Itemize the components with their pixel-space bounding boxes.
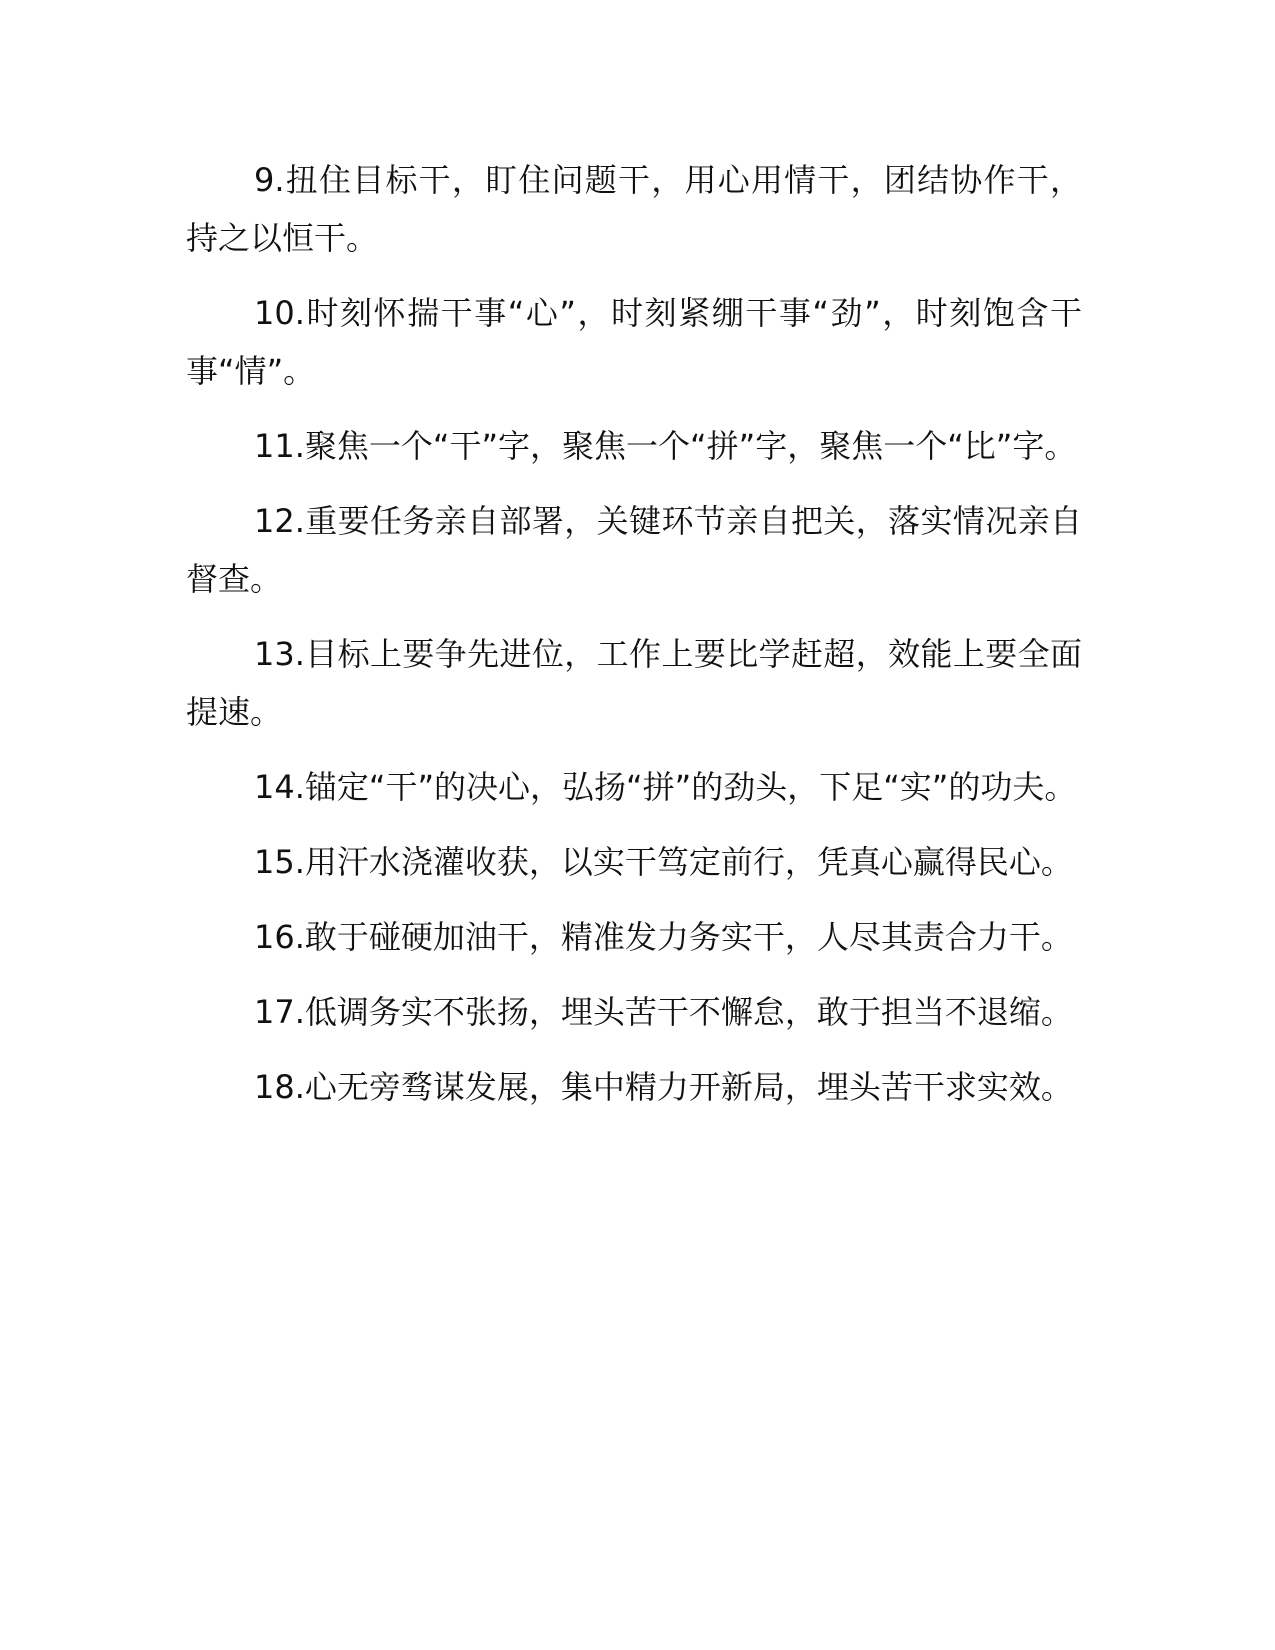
paragraph-18: 18.心无旁骛谋发展，集中精力开新局，埋头苦干求实效。 [254, 1068, 1073, 1106]
paragraph-10: 10.时刻怀揣干事“心”，时刻紧绷干事“劲”，时刻饱含干事“情”。 [186, 294, 1082, 390]
paragraph-11: 11.聚焦一个“干”字，聚焦一个“拼”字，聚焦一个“比”字。 [254, 427, 1077, 465]
paragraph-12: 12.重要任务亲自部署，关键环节亲自把关，落实情况亲自督查。 [186, 502, 1082, 598]
paragraph-13: 13.目标上要争先进位，工作上要比学赶超，效能上要全面提速。 [186, 635, 1082, 731]
paragraph-9: 9.扭住目标干，盯住问题干，用心用情干，团结协作干，持之以恒干。 [186, 161, 1082, 257]
paragraph-14: 14.锚定“干”的决心，弘扬“拼”的劲头，下足“实”的功夫。 [254, 768, 1077, 806]
paragraph-17: 17.低调务实不张扬，埋头苦干不懈怠，敢于担当不退缩。 [254, 993, 1073, 1031]
paragraph-16: 16.敢于碰硬加油干，精准发力务实干，人尽其责合力干。 [254, 918, 1073, 956]
document-body [186, 151, 1082, 1133]
paragraph-15: 15.用汗水浇灌收获，以实干笃定前行，凭真心赢得民心。 [254, 843, 1073, 881]
